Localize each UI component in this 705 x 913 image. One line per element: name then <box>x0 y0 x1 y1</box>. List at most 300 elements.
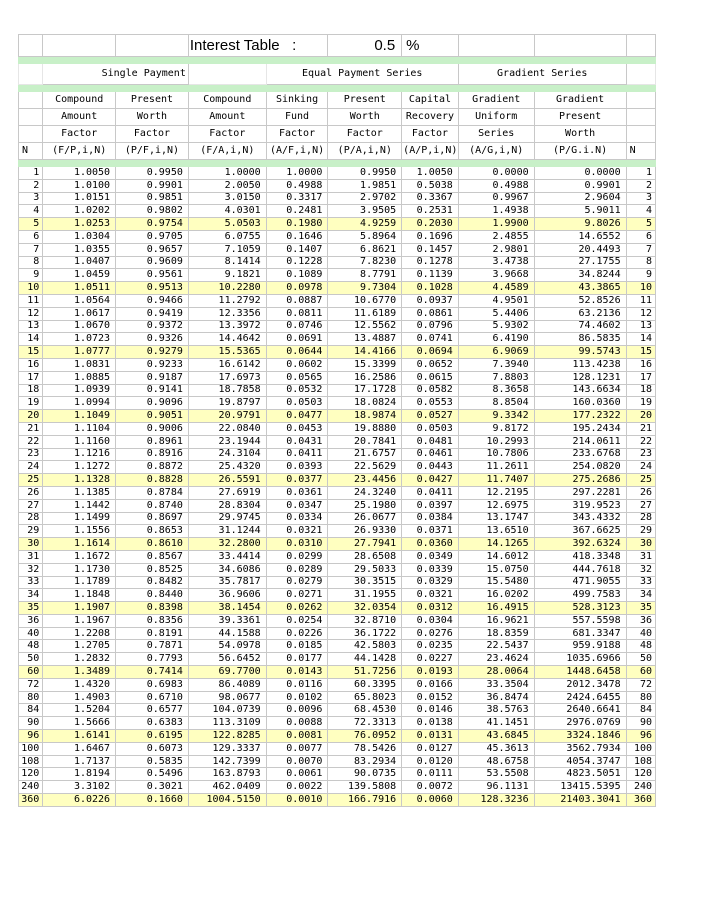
factor-cell: 0.1457 <box>402 243 459 256</box>
factor-cell: 1.1272 <box>43 461 116 474</box>
factor-cell: 0.0349 <box>402 550 459 563</box>
table-row <box>19 666 656 679</box>
table-row <box>19 627 656 640</box>
table-row <box>19 499 656 512</box>
factor-cell: 1.0000 <box>266 167 328 180</box>
period-n-cell: 100 <box>626 742 655 755</box>
factor-cell: 143.6634 <box>534 384 626 397</box>
factor-cell: 1004.5150 <box>188 794 266 807</box>
factor-cell: 38.5763 <box>458 704 534 717</box>
factor-cell: 13.1747 <box>458 512 534 525</box>
factor-cell: 0.0321 <box>266 525 328 538</box>
factor-cell: 44.1588 <box>188 627 266 640</box>
factor-cell: 25.1980 <box>328 499 402 512</box>
table-row <box>19 730 656 743</box>
table-row <box>19 384 656 397</box>
factor-cell: 1.3489 <box>43 666 116 679</box>
factor-cell: 29.5033 <box>328 563 402 576</box>
factor-cell: 0.9967 <box>458 192 534 205</box>
factor-cell: 8.3658 <box>458 384 534 397</box>
factor-cell: 30.3515 <box>328 576 402 589</box>
factor-cell: 41.1451 <box>458 717 534 730</box>
factor-cell: 44.1428 <box>328 653 402 666</box>
factor-cell: 0.0072 <box>402 781 459 794</box>
factor-cell: 16.2586 <box>328 371 402 384</box>
factor-cell: 0.1139 <box>402 269 459 282</box>
table-row <box>19 563 656 576</box>
factor-cell: 1035.6966 <box>534 653 626 666</box>
factor-cell: 0.2481 <box>266 205 328 218</box>
factor-cell: 0.0102 <box>266 691 328 704</box>
factor-cell: 22.0840 <box>188 422 266 435</box>
factor-cell: 0.0796 <box>402 320 459 333</box>
factor-cell: 1.1499 <box>43 512 116 525</box>
factor-cell: 1.1614 <box>43 538 116 551</box>
factor-cell: 297.2281 <box>534 486 626 499</box>
factor-cell: 0.0088 <box>266 717 328 730</box>
table-row <box>19 410 656 423</box>
factor-cell: 16.6142 <box>188 358 266 371</box>
column-header-cell: (P/G.i.N) <box>534 143 626 160</box>
factor-cell: 0.0644 <box>266 346 328 359</box>
factor-cell: 1.4938 <box>458 205 534 218</box>
factor-cell: 0.0411 <box>402 486 459 499</box>
factor-cell: 5.0503 <box>188 218 266 231</box>
factor-cell: 5.8964 <box>328 230 402 243</box>
period-n-cell: 18 <box>626 384 655 397</box>
period-n-cell: 100 <box>19 742 43 755</box>
factor-cell: 22.5629 <box>328 461 402 474</box>
period-n-cell: 84 <box>626 704 655 717</box>
period-n-cell: 72 <box>19 678 43 691</box>
table-row <box>19 167 656 180</box>
factor-cell: 499.7583 <box>534 589 626 602</box>
period-n-cell: 48 <box>626 640 655 653</box>
factor-cell: 27.7941 <box>328 538 402 551</box>
group-header-row <box>19 64 656 85</box>
factor-cell: 0.3367 <box>402 192 459 205</box>
factor-cell: 0.0553 <box>402 397 459 410</box>
factor-cell: 28.0064 <box>458 666 534 679</box>
factor-cell: 2.4855 <box>458 230 534 243</box>
period-n-cell: 4 <box>19 205 43 218</box>
factor-cell: 1.5666 <box>43 717 116 730</box>
factor-cell: 462.0409 <box>188 781 266 794</box>
column-header-cell: Worth <box>116 109 189 126</box>
column-header-cell: Factor <box>188 126 266 143</box>
period-n-cell: 108 <box>19 755 43 768</box>
factor-cell: 0.0143 <box>266 666 328 679</box>
factor-cell: 9.7304 <box>328 282 402 295</box>
factor-cell: 557.5598 <box>534 614 626 627</box>
factor-cell: 1.1216 <box>43 448 116 461</box>
period-n-cell: 32 <box>626 563 655 576</box>
factor-cell: 22.5437 <box>458 640 534 653</box>
table-row <box>19 704 656 717</box>
factor-cell: 16.0202 <box>458 589 534 602</box>
factor-cell: 959.9188 <box>534 640 626 653</box>
table-row <box>19 538 656 551</box>
factor-cell: 1.6141 <box>43 730 116 743</box>
period-n-cell: 120 <box>19 768 43 781</box>
factor-cell: 26.5591 <box>188 474 266 487</box>
factor-cell: 86.4089 <box>188 678 266 691</box>
factor-cell: 14.4642 <box>188 333 266 346</box>
factor-cell: 14.4166 <box>328 346 402 359</box>
period-n-cell: 4 <box>626 205 655 218</box>
factor-cell: 0.8697 <box>116 512 189 525</box>
factor-cell: 104.0739 <box>188 704 266 717</box>
factor-cell: 19.8880 <box>328 422 402 435</box>
factor-cell: 0.0347 <box>266 499 328 512</box>
factor-cell: 1.0407 <box>43 256 116 269</box>
period-n-cell: 19 <box>626 397 655 410</box>
factor-cell: 122.8285 <box>188 730 266 743</box>
factor-cell: 56.6452 <box>188 653 266 666</box>
factor-cell: 10.7806 <box>458 448 534 461</box>
factor-cell: 367.6625 <box>534 525 626 538</box>
factor-cell: 74.4602 <box>534 320 626 333</box>
factor-cell: 0.0177 <box>266 653 328 666</box>
period-n-cell: 11 <box>626 294 655 307</box>
factor-cell: 0.5038 <box>402 179 459 192</box>
factor-cell: 5.9011 <box>534 205 626 218</box>
factor-cell: 2640.6641 <box>534 704 626 717</box>
factor-cell: 1.1160 <box>43 435 116 448</box>
period-n-cell: 26 <box>626 486 655 499</box>
column-header-cell: Present <box>534 109 626 126</box>
factor-cell: 27.1755 <box>534 256 626 269</box>
period-n-cell: 1 <box>626 167 655 180</box>
factor-cell: 9.3342 <box>458 410 534 423</box>
factor-cell: 53.5508 <box>458 768 534 781</box>
factor-cell: 0.6073 <box>116 742 189 755</box>
factor-cell: 20.9791 <box>188 410 266 423</box>
column-header-cell: Recovery <box>402 109 459 126</box>
table-row <box>19 371 656 384</box>
factor-cell: 0.8961 <box>116 435 189 448</box>
factor-cell: 39.3361 <box>188 614 266 627</box>
factor-cell: 34.8244 <box>534 269 626 282</box>
column-header-cell: Worth <box>328 109 402 126</box>
factor-cell: 8.8504 <box>458 397 534 410</box>
factor-cell: 0.0334 <box>266 512 328 525</box>
factor-cell: 1.0564 <box>43 294 116 307</box>
title-row <box>19 35 656 57</box>
table-row <box>19 435 656 448</box>
factor-cell: 0.9187 <box>116 371 189 384</box>
factor-cell: 166.7916 <box>328 794 402 807</box>
factor-cell: 21403.3041 <box>534 794 626 807</box>
factor-cell: 2.0050 <box>188 179 266 192</box>
period-n-cell: 9 <box>19 269 43 282</box>
factor-cell: 24.3104 <box>188 448 266 461</box>
factor-cell: 0.0861 <box>402 307 459 320</box>
table-row <box>19 179 656 192</box>
factor-cell: 14.6012 <box>458 550 534 563</box>
factor-cell: 20.7841 <box>328 435 402 448</box>
factor-cell: 1.1328 <box>43 474 116 487</box>
factor-cell: 13.6510 <box>458 525 534 538</box>
factor-cell: 1.0885 <box>43 371 116 384</box>
period-n-cell: 14 <box>626 333 655 346</box>
factor-cell: 6.0755 <box>188 230 266 243</box>
factor-cell: 0.0185 <box>266 640 328 653</box>
period-n-cell: 50 <box>19 653 43 666</box>
factor-cell: 0.0289 <box>266 563 328 576</box>
factor-cell: 0.0299 <box>266 550 328 563</box>
factor-cell: 1.0355 <box>43 243 116 256</box>
factor-cell: 1.7137 <box>43 755 116 768</box>
factor-cell: 11.7407 <box>458 474 534 487</box>
factor-cell: 0.0235 <box>402 640 459 653</box>
period-n-cell: 1 <box>19 167 43 180</box>
column-header-cell: (F/A,i,N) <box>188 143 266 160</box>
factor-cell: 28.6508 <box>328 550 402 563</box>
column-header-cell: Series <box>458 126 534 143</box>
factor-cell: 0.0746 <box>266 320 328 333</box>
factor-cell: 1.6467 <box>43 742 116 755</box>
factor-cell: 0.9609 <box>116 256 189 269</box>
period-n-cell: 15 <box>626 346 655 359</box>
factor-cell: 195.2434 <box>534 422 626 435</box>
factor-cell: 0.1407 <box>266 243 328 256</box>
factor-cell: 4054.3747 <box>534 755 626 768</box>
factor-cell: 0.0010 <box>266 794 328 807</box>
factor-cell: 214.0611 <box>534 435 626 448</box>
factor-cell: 1.0723 <box>43 333 116 346</box>
factor-cell: 12.3356 <box>188 307 266 320</box>
period-n-cell: 29 <box>626 525 655 538</box>
factor-cell: 0.0226 <box>266 627 328 640</box>
period-n-cell: 33 <box>626 576 655 589</box>
column-header-cell: Gradient <box>534 92 626 109</box>
factor-cell: 0.8872 <box>116 461 189 474</box>
factor-cell: 0.6577 <box>116 704 189 717</box>
interest-rate-value: 0.5 <box>328 35 402 57</box>
column-header-row <box>19 143 656 160</box>
column-header-cell: Uniform <box>458 109 534 126</box>
factor-cell: 0.0397 <box>402 499 459 512</box>
factor-cell: 444.7618 <box>534 563 626 576</box>
period-n-cell: 27 <box>626 499 655 512</box>
factor-cell: 113.3109 <box>188 717 266 730</box>
factor-cell: 343.4332 <box>534 512 626 525</box>
factor-cell: 0.8191 <box>116 627 189 640</box>
column-header-cell: Compound <box>188 92 266 109</box>
factor-cell: 0.0565 <box>266 371 328 384</box>
factor-cell: 63.2136 <box>534 307 626 320</box>
factor-cell: 0.7793 <box>116 653 189 666</box>
factor-cell: 392.6324 <box>534 538 626 551</box>
column-header-row <box>19 126 656 143</box>
factor-cell: 0.0166 <box>402 678 459 691</box>
factor-cell: 32.0354 <box>328 602 402 615</box>
factor-cell: 1.0100 <box>43 179 116 192</box>
period-n-cell: 3 <box>19 192 43 205</box>
factor-cell: 54.0978 <box>188 640 266 653</box>
table-row <box>19 205 656 218</box>
factor-cell: 0.9419 <box>116 307 189 320</box>
column-header-block <box>19 92 656 160</box>
factor-cell: 0.0022 <box>266 781 328 794</box>
column-header-cell: Factor <box>328 126 402 143</box>
factor-cell: 3.3102 <box>43 781 116 794</box>
factor-cell: 0.4988 <box>458 179 534 192</box>
period-n-cell: 40 <box>19 627 43 640</box>
factor-cell: 0.0443 <box>402 461 459 474</box>
factor-cell: 31.1955 <box>328 589 402 602</box>
factor-cell: 0.9466 <box>116 294 189 307</box>
factor-cell: 16.4915 <box>458 602 534 615</box>
column-header-cell: Factor <box>266 126 328 143</box>
table-row <box>19 755 656 768</box>
table-row <box>19 576 656 589</box>
factor-cell: 1.2208 <box>43 627 116 640</box>
factor-cell: 27.6919 <box>188 486 266 499</box>
factor-cell: 1.0777 <box>43 346 116 359</box>
factor-cell: 33.4414 <box>188 550 266 563</box>
factor-cell: 0.1278 <box>402 256 459 269</box>
factor-cell: 275.2686 <box>534 474 626 487</box>
factor-cell: 139.5808 <box>328 781 402 794</box>
period-n-cell: 80 <box>626 691 655 704</box>
column-header-cell: (A/F,i,N) <box>266 143 328 160</box>
factor-cell: 17.1728 <box>328 384 402 397</box>
column-header-cell: Factor <box>116 126 189 143</box>
factor-cell: 0.1696 <box>402 230 459 243</box>
factor-cell: 6.4190 <box>458 333 534 346</box>
factor-cell: 13415.5395 <box>534 781 626 794</box>
factor-cell: 471.9055 <box>534 576 626 589</box>
factor-cell: 0.0384 <box>402 512 459 525</box>
factor-cell: 0.9901 <box>534 179 626 192</box>
column-header-cell: Fund <box>266 109 328 126</box>
title-colon: : <box>292 37 297 54</box>
factor-cell: 1.2705 <box>43 640 116 653</box>
factor-cell: 0.1980 <box>266 218 328 231</box>
column-header-cell: Gradient <box>458 92 534 109</box>
factor-cell: 68.4530 <box>328 704 402 717</box>
factor-cell: 0.0393 <box>266 461 328 474</box>
factor-cell: 0.3317 <box>266 192 328 205</box>
factor-cell: 8.1414 <box>188 256 266 269</box>
factor-cell: 3562.7934 <box>534 742 626 755</box>
table-row <box>19 256 656 269</box>
factor-cell: 1.0304 <box>43 230 116 243</box>
factor-cell: 0.0116 <box>266 678 328 691</box>
factor-cell: 1.0459 <box>43 269 116 282</box>
factor-cell: 1.1104 <box>43 422 116 435</box>
factor-cell: 0.5496 <box>116 768 189 781</box>
column-header-cell: Worth <box>534 126 626 143</box>
factor-cell: 9.8026 <box>534 218 626 231</box>
period-n-cell: 2 <box>19 179 43 192</box>
column-header-cell: Factor <box>402 126 459 143</box>
period-n-cell: 5 <box>626 218 655 231</box>
factor-cell: 12.5562 <box>328 320 402 333</box>
factor-cell: 1.4320 <box>43 678 116 691</box>
factor-cell: 0.0377 <box>266 474 328 487</box>
table-row <box>19 230 656 243</box>
factor-cell: 0.0304 <box>402 614 459 627</box>
table-row <box>19 525 656 538</box>
factor-cell: 9.1821 <box>188 269 266 282</box>
factor-cell: 0.8525 <box>116 563 189 576</box>
period-n-cell: 36 <box>626 614 655 627</box>
factor-cell: 0.0431 <box>266 435 328 448</box>
period-n-cell: 7 <box>626 243 655 256</box>
factor-cell: 1.0939 <box>43 384 116 397</box>
factor-cell: 0.0411 <box>266 448 328 461</box>
period-n-cell: 90 <box>19 717 43 730</box>
factor-cell: 1448.6458 <box>534 666 626 679</box>
factor-cell: 2424.6455 <box>534 691 626 704</box>
factor-cell: 0.0741 <box>402 333 459 346</box>
table-row <box>19 397 656 410</box>
period-n-cell: 80 <box>19 691 43 704</box>
factor-cell: 7.8803 <box>458 371 534 384</box>
table-row <box>19 461 656 474</box>
period-n-cell: 50 <box>626 653 655 666</box>
period-n-cell: 17 <box>19 371 43 384</box>
factor-cell: 0.8356 <box>116 614 189 627</box>
factor-cell: 0.9279 <box>116 346 189 359</box>
factor-cell: 163.8793 <box>188 768 266 781</box>
table-row <box>19 550 656 563</box>
factor-cell: 0.0615 <box>402 371 459 384</box>
period-n-cell: 120 <box>626 768 655 781</box>
factor-cell: 0.9006 <box>116 422 189 435</box>
factor-cell: 14.6552 <box>534 230 626 243</box>
column-header-cell <box>626 126 655 143</box>
factor-cell: 48.6758 <box>458 755 534 768</box>
factor-cell: 0.0339 <box>402 563 459 576</box>
column-header-cell <box>626 109 655 126</box>
data-rows <box>19 167 656 807</box>
factor-cell: 90.0735 <box>328 768 402 781</box>
table-row <box>19 333 656 346</box>
period-n-cell: 23 <box>19 448 43 461</box>
factor-cell: 1.0617 <box>43 307 116 320</box>
factor-cell: 15.5365 <box>188 346 266 359</box>
factor-cell: 1.0151 <box>43 192 116 205</box>
factor-cell: 43.3865 <box>534 282 626 295</box>
period-n-cell: 25 <box>19 474 43 487</box>
factor-cell: 0.0461 <box>402 448 459 461</box>
column-header-cell: Factor <box>43 126 116 143</box>
factor-cell: 0.2030 <box>402 218 459 231</box>
factor-cell: 3.9668 <box>458 269 534 282</box>
factor-cell: 0.8653 <box>116 525 189 538</box>
factor-cell: 1.1848 <box>43 589 116 602</box>
period-n-cell: 360 <box>19 794 43 807</box>
factor-cell: 26.9330 <box>328 525 402 538</box>
factor-cell: 1.0831 <box>43 358 116 371</box>
period-n-cell: 35 <box>626 602 655 615</box>
factor-cell: 21.6757 <box>328 448 402 461</box>
period-n-cell: 32 <box>19 563 43 576</box>
factor-cell: 418.3348 <box>534 550 626 563</box>
period-n-cell: 16 <box>19 358 43 371</box>
factor-cell: 7.3940 <box>458 358 534 371</box>
factor-cell: 1.5204 <box>43 704 116 717</box>
factor-cell: 0.0477 <box>266 410 328 423</box>
factor-cell: 0.9705 <box>116 230 189 243</box>
factor-cell: 0.9141 <box>116 384 189 397</box>
factor-cell: 3.0150 <box>188 192 266 205</box>
factor-cell: 1.9900 <box>458 218 534 231</box>
